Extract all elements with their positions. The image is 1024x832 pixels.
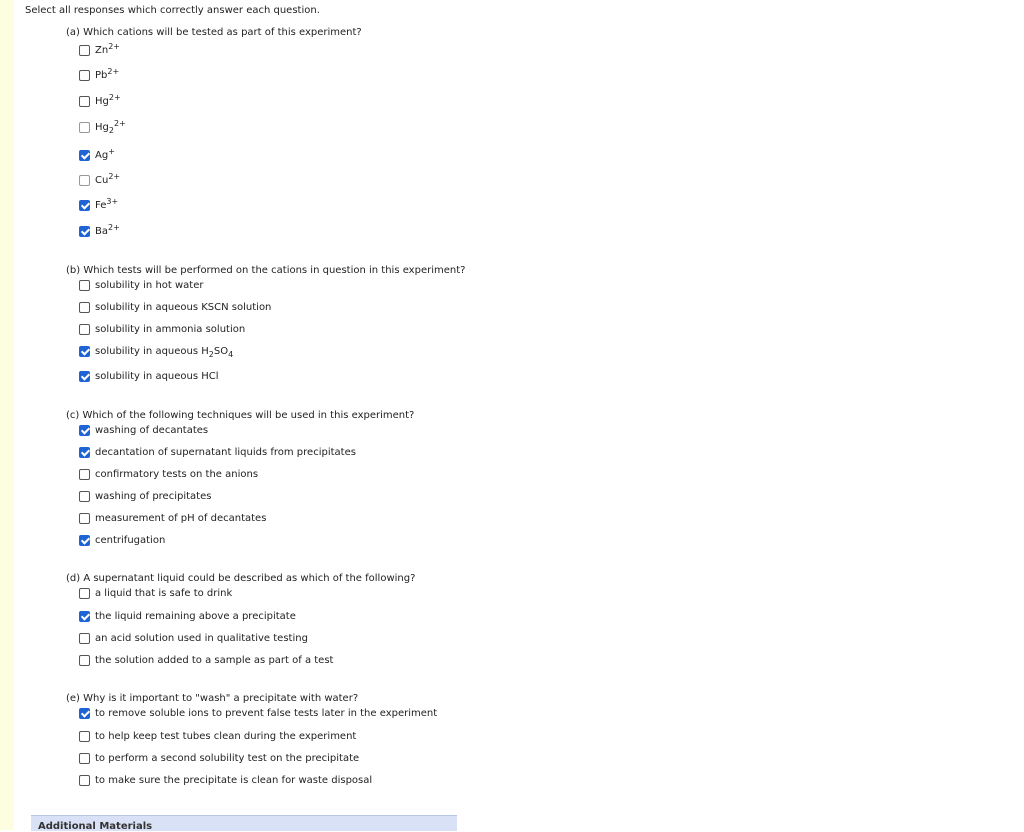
option-safe-to-drink[interactable] [79,587,232,601]
option-liquid-above[interactable] [79,610,296,624]
checkbox-checked[interactable] [79,371,90,382]
question-b: (b) Which tests will be performed on the cations in question in this experiment? [66,265,466,276]
option-label: solubility in aqueous KSCN solution [95,302,272,313]
checkbox-checked[interactable] [79,447,90,458]
checkbox[interactable] [79,70,90,81]
question-d: (d) A supernatant liquid could be described as which of the following? [66,573,416,584]
option-label: to make sure the precipitate is clean for waste disposal [95,775,373,786]
option-centrifugation[interactable] [79,534,165,548]
option-label: Ag+ [95,147,115,161]
option-pb2[interactable] [79,69,119,83]
option-second-test[interactable] [79,752,359,766]
checkbox-checked[interactable] [79,611,90,622]
option-label: solubility in aqueous $H_2SO_4$ [95,346,234,359]
checkbox[interactable] [79,302,90,313]
checkbox-checked[interactable] [79,150,90,161]
checkbox[interactable] [79,775,90,786]
option-remove-ions[interactable] [79,707,437,721]
checkbox[interactable] [79,122,90,133]
option-label: the solution added to a sample as part of a test [95,655,334,666]
option-cu2[interactable] [79,174,120,188]
option-kscn[interactable] [79,301,271,315]
checkbox[interactable] [79,491,90,502]
option-clean-tubes[interactable] [79,730,356,744]
checkbox[interactable] [79,96,90,107]
option-hg2-dimer[interactable] [79,121,126,135]
option-ba2[interactable] [79,225,120,239]
option-label: solubility in aqueous HCl [95,371,219,382]
checkbox[interactable] [79,45,90,56]
option-label: to help keep test tubes clean during the experiment [95,731,357,742]
option-zn2[interactable] [79,44,120,58]
option-hg2[interactable] [79,95,121,109]
checkbox-checked[interactable] [79,425,90,436]
additional-materials-header[interactable] [31,815,457,831]
left-margin-bar [0,0,14,830]
option-ammonia[interactable] [79,323,245,337]
option-label: solubility in ammonia solution [95,324,246,335]
option-hot-water[interactable] [79,279,204,293]
option-label: the liquid remaining above a precipitate [95,611,296,622]
option-waste-disposal[interactable] [79,774,372,788]
checkbox[interactable] [79,633,90,644]
option-label: $Cu^{2+}$ [95,172,121,186]
checkbox-checked[interactable] [79,535,90,546]
option-label: to remove soluble ions to prevent false tests later in the experiment [95,708,438,719]
checkbox[interactable] [79,324,90,335]
checkbox-checked[interactable] [79,226,90,237]
checkbox[interactable] [79,731,90,742]
checkbox-checked[interactable] [79,346,90,357]
option-label: $Hg^{2+}$ [95,93,121,107]
question-c: (c) Which of the following techniques will be used in this experiment? [66,410,415,421]
option-ag[interactable] [79,149,115,163]
option-label: an acid solution used in qualitative testing [95,633,308,644]
checkbox[interactable] [79,175,90,186]
option-ph[interactable] [79,512,266,526]
checkbox[interactable] [79,469,90,480]
checkbox-checked[interactable] [79,708,90,719]
option-label: washing of precipitates [95,491,212,502]
option-h2so4[interactable] [79,345,233,359]
option-solution-added[interactable] [79,654,333,668]
option-decantation[interactable] [79,446,356,460]
option-label: $Ba^{2+}$ [95,223,120,237]
option-label: measurement of pH of decantates [95,513,267,524]
question-e: (e) Why is it important to "wash" a precipitate with water? [66,693,359,704]
option-label: $Fe^{3+}$ [95,197,119,211]
option-label: a liquid that is safe to drink [95,588,233,599]
option-label: $Hg_2^{2+}$ [95,119,126,135]
option-label: centrifugation [95,535,166,546]
checkbox[interactable] [79,280,90,291]
checkbox[interactable] [79,753,90,764]
option-label: to perform a second solubility test on the precipitate [95,753,360,764]
option-label: washing of decantates [95,425,209,436]
instruction-text: Select all responses which correctly answer each question. [25,5,320,16]
option-label: $Zn^{2+}$ [95,42,120,56]
option-acid-solution[interactable] [79,632,308,646]
option-label: decantation of supernatant liquids from precipitates [95,447,356,458]
option-label: $Pb^{2+}$ [95,67,120,81]
question-a: (a) Which cations will be tested as part of this experiment? [66,27,362,38]
additional-materials-label: Additional Materials [38,821,153,832]
option-washing-precipitates[interactable] [79,490,211,504]
checkbox[interactable] [79,655,90,666]
checkbox[interactable] [79,588,90,599]
checkbox-checked[interactable] [79,200,90,211]
option-washing-decantates[interactable] [79,424,208,438]
option-confirmatory[interactable] [79,468,258,482]
option-fe3[interactable] [79,199,118,213]
option-hcl[interactable] [79,370,219,384]
checkbox[interactable] [79,513,90,524]
option-label: confirmatory tests on the anions [95,469,259,480]
option-label: solubility in hot water [95,280,204,291]
